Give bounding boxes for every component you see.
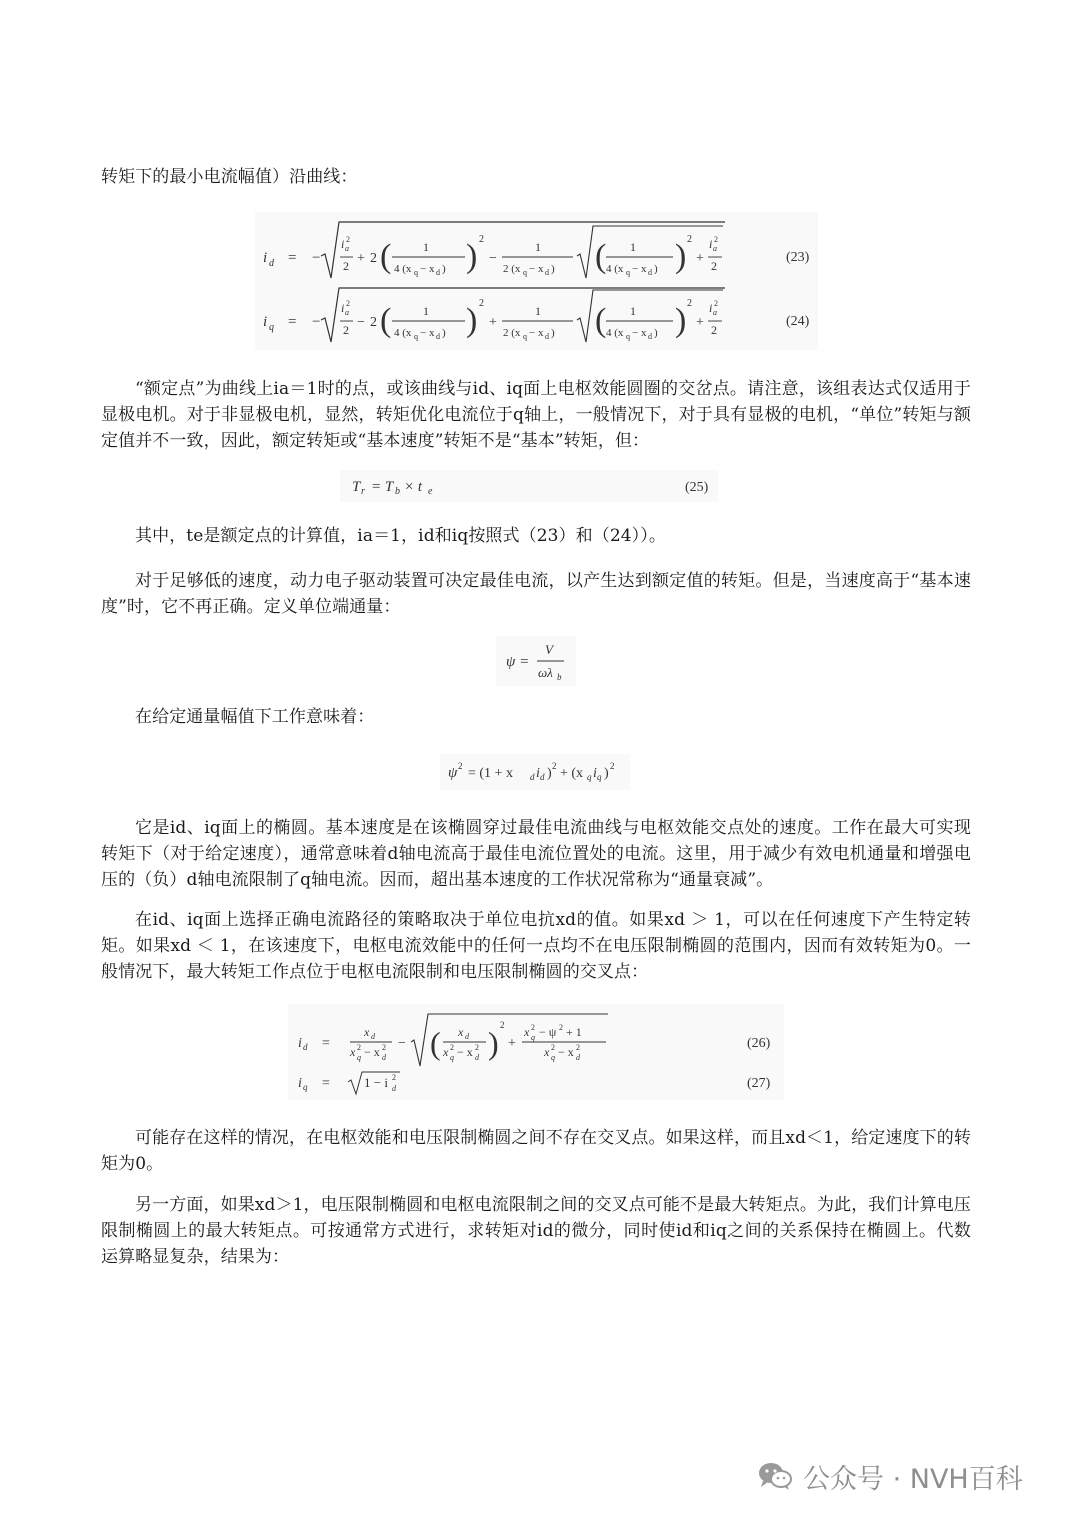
svg-text:2: 2 xyxy=(370,251,377,266)
svg-text:=: = xyxy=(322,1036,330,1051)
svg-text:d: d xyxy=(465,1032,469,1041)
svg-text:2: 2 xyxy=(687,234,692,245)
svg-text:d: d xyxy=(303,1042,308,1052)
svg-text:2: 2 xyxy=(714,299,718,308)
paragraph-8: 可能存在这样的情况，在电枢效能和电压限制椭圆之间不存在交叉点。如果这样，而且xd＜1，给定速度下的转矩为0。 xyxy=(101,1128,971,1174)
svg-text:2 (x: 2 (x xyxy=(503,263,521,275)
svg-text:× t: × t xyxy=(404,479,423,495)
svg-text:2: 2 xyxy=(687,298,692,309)
svg-text:2: 2 xyxy=(458,761,463,771)
svg-text:+ (x: + (x xyxy=(560,766,584,781)
svg-text:a: a xyxy=(345,244,349,253)
svg-text:= T: = T xyxy=(371,479,394,495)
svg-text:q: q xyxy=(626,332,630,341)
equation-26 xyxy=(298,1014,771,1066)
svg-text:): ) xyxy=(654,327,658,339)
svg-text:a: a xyxy=(713,308,717,317)
svg-text:x: x xyxy=(350,1045,356,1059)
svg-text:q: q xyxy=(531,1033,535,1042)
svg-text:e: e xyxy=(428,486,433,497)
svg-text:): ) xyxy=(551,263,555,275)
svg-text:2: 2 xyxy=(610,761,615,771)
equation-psi-definition xyxy=(496,636,576,686)
svg-text:− x: − x xyxy=(632,327,647,339)
svg-text:): ) xyxy=(551,327,555,339)
equation-block-23-24 xyxy=(255,212,818,350)
svg-text:d: d xyxy=(269,258,274,269)
svg-text:−: − xyxy=(398,1036,406,1051)
svg-text:(: ( xyxy=(595,302,607,339)
svg-text:): ) xyxy=(466,238,478,275)
svg-text:4 (x: 4 (x xyxy=(394,327,412,339)
equation-block-25 xyxy=(340,470,718,502)
svg-text:2: 2 xyxy=(370,315,377,330)
svg-text:− x: − x xyxy=(457,1045,473,1059)
svg-text:− x: − x xyxy=(420,327,435,339)
svg-text:i: i xyxy=(709,301,713,315)
svg-text:= (1 + x: = (1 + x xyxy=(468,766,513,781)
svg-text:=: = xyxy=(288,250,297,266)
svg-text:2: 2 xyxy=(343,259,349,273)
svg-text:=: = xyxy=(322,1076,330,1091)
svg-text:2: 2 xyxy=(559,1023,563,1032)
svg-text:2: 2 xyxy=(531,1023,535,1032)
svg-text:2: 2 xyxy=(479,234,484,245)
watermark-text: 公众号 · NVH百科 xyxy=(803,1463,1023,1495)
equation-number-27: (27) xyxy=(747,1076,771,1091)
paragraph-1: 转矩下的最小电流幅值）沿曲线： xyxy=(101,167,358,187)
svg-text:2: 2 xyxy=(711,259,717,273)
svg-text:d: d xyxy=(545,268,549,277)
equation-24 xyxy=(263,288,810,342)
svg-text:): ) xyxy=(654,263,658,275)
equation-number-25: (25) xyxy=(685,480,709,495)
svg-text:q: q xyxy=(303,1082,308,1092)
svg-text:q: q xyxy=(523,332,527,341)
svg-text:− x: − x xyxy=(364,1045,380,1059)
svg-text:i: i xyxy=(709,237,713,251)
svg-text:−: − xyxy=(489,251,497,266)
svg-text:i: i xyxy=(593,766,597,781)
svg-text:d: d xyxy=(382,1053,386,1062)
svg-text:a: a xyxy=(345,308,349,317)
svg-text:2: 2 xyxy=(450,1043,454,1052)
svg-text:ωλ: ωλ xyxy=(538,665,553,680)
paragraph-6: 它是id、iq面上的椭圆。基本速度是在该椭圆穿过最佳电流曲线与电枢效能交点处的速度。工作在最大可实现转矩下（对于给定速度），通常意味着d轴电流高于最佳电流位置处的电流。这里，用于减少有效电机通量和增强电压的（负）d轴电流限制了q轴电流。因而，超出基本速度的工作状况常称为“通量衰减”。 xyxy=(101,818,971,890)
svg-text:−: − xyxy=(357,315,365,330)
svg-text:+ 1: + 1 xyxy=(566,1025,582,1039)
svg-text:d: d xyxy=(648,268,652,277)
svg-text:2: 2 xyxy=(392,1073,396,1082)
svg-text:(: ( xyxy=(380,238,392,275)
svg-text:q: q xyxy=(551,1053,555,1062)
svg-text:x: x xyxy=(544,1045,550,1059)
svg-text:2: 2 xyxy=(576,1043,580,1052)
svg-text:2: 2 xyxy=(475,1043,479,1052)
svg-text:(: ( xyxy=(380,302,392,339)
svg-text:d: d xyxy=(392,1084,396,1093)
svg-text:− x: − x xyxy=(529,263,544,275)
svg-text:4 (x: 4 (x xyxy=(606,263,624,275)
svg-text:q: q xyxy=(414,268,418,277)
svg-text:q: q xyxy=(587,772,592,782)
svg-text:− x: − x xyxy=(632,263,647,275)
svg-text:): ) xyxy=(466,302,478,339)
svg-text:q: q xyxy=(414,332,418,341)
paragraph-2: “额定点”为曲线上ia＝1时的点，或该曲线与id、iq面上电枢效能圆圈的交岔点。请注意，该组表达式仅适用于显极电机。对于非显极电机，显然，转矩优化电流位于q轴上，一般情况下，对于具有显极的电机，“单位”转矩与额定值并不一致，因此，额定转矩或“基本速度”转矩不是“基本”转矩，但： xyxy=(101,379,971,451)
svg-text:b: b xyxy=(395,486,400,497)
svg-text:T: T xyxy=(352,479,361,495)
svg-text:2: 2 xyxy=(357,1043,361,1052)
svg-text:2: 2 xyxy=(346,299,350,308)
svg-text:− x: − x xyxy=(529,327,544,339)
svg-text:q: q xyxy=(597,772,602,782)
svg-text:−: − xyxy=(312,250,321,266)
svg-text:): ) xyxy=(675,302,687,339)
paragraph-9: 另一方面，如果xd＞1，电压限制椭圆和电枢电流限制之间的交叉点可能不是最大转矩点。为此，我们计算电压限制椭圆上的最大转矩点。可按通常方式进行，求转矩对id的微分，同时使id和iq之间的关系保持在椭圆上。代数运算略显复杂，结果为： xyxy=(101,1195,971,1267)
svg-text:1: 1 xyxy=(630,304,636,318)
svg-text:d: d xyxy=(530,772,535,782)
svg-text:a: a xyxy=(713,244,717,253)
svg-text:+: + xyxy=(696,251,704,266)
svg-text:=: = xyxy=(288,314,297,330)
svg-text:d: d xyxy=(475,1053,479,1062)
svg-text:q: q xyxy=(269,322,274,333)
svg-text:x: x xyxy=(443,1045,449,1059)
svg-text:d: d xyxy=(436,268,440,277)
paragraph-5: 在给定通量幅值下工作意味着： xyxy=(135,707,375,727)
svg-text:r: r xyxy=(361,486,365,497)
svg-text:): ) xyxy=(604,766,609,781)
svg-text:+: + xyxy=(508,1036,516,1051)
svg-text:i: i xyxy=(263,250,268,266)
svg-text:2: 2 xyxy=(711,323,717,337)
svg-text:+: + xyxy=(696,315,704,330)
svg-text:i: i xyxy=(298,1076,302,1091)
svg-text:2: 2 xyxy=(552,761,557,771)
svg-text:x: x xyxy=(524,1025,530,1039)
equations-23-24-svg xyxy=(255,212,818,350)
svg-text:1 − i: 1 − i xyxy=(364,1075,388,1090)
svg-text:2: 2 xyxy=(346,235,350,244)
svg-text:1: 1 xyxy=(630,240,636,254)
svg-text:1: 1 xyxy=(423,240,429,254)
svg-text:(: ( xyxy=(595,238,607,275)
svg-text:): ) xyxy=(488,1025,499,1061)
svg-text:x: x xyxy=(364,1025,370,1039)
paragraph-4: 对于足够低的速度，动力电子驱动装置可决定最佳电流，以产生达到额定值的转矩。但是，当速度高于“基本速度”时，它不再正确。定义单位端通量： xyxy=(101,571,971,617)
svg-text:q: q xyxy=(450,1053,454,1062)
svg-text:i: i xyxy=(341,301,345,315)
svg-text:b: b xyxy=(557,672,562,682)
equation-psi-squared xyxy=(440,754,630,790)
svg-text:d: d xyxy=(371,1032,375,1041)
svg-text:ψ =: ψ = xyxy=(506,654,530,670)
paragraph-3: 其中，te是额定点的计算值，ia＝1，id和iq按照式（23）和（24））。 xyxy=(135,526,666,546)
svg-text:d: d xyxy=(436,332,440,341)
watermark xyxy=(757,1456,1023,1496)
svg-text:2: 2 xyxy=(382,1043,386,1052)
svg-text:+: + xyxy=(357,251,365,266)
equation-number-24: (24) xyxy=(786,314,810,329)
svg-text:i: i xyxy=(263,314,268,330)
svg-text:−: − xyxy=(312,314,321,330)
svg-text:− x: − x xyxy=(420,263,435,275)
svg-text:2 (x: 2 (x xyxy=(503,327,521,339)
svg-text:d: d xyxy=(540,772,545,782)
svg-text:− ψ: − ψ xyxy=(539,1025,557,1039)
equation-number-23: (23) xyxy=(786,250,810,265)
equation-block-26-27 xyxy=(288,1004,784,1100)
svg-text:2: 2 xyxy=(714,235,718,244)
svg-text:q: q xyxy=(626,268,630,277)
svg-text:1: 1 xyxy=(423,304,429,318)
svg-text:4 (x: 4 (x xyxy=(394,263,412,275)
svg-text:q: q xyxy=(357,1053,361,1062)
svg-text:2: 2 xyxy=(500,1020,505,1030)
equation-number-26: (26) xyxy=(747,1036,771,1051)
svg-text:ψ: ψ xyxy=(448,765,458,781)
svg-text:V: V xyxy=(545,642,553,657)
svg-text:x: x xyxy=(458,1025,464,1039)
svg-text:2: 2 xyxy=(479,298,484,309)
svg-text:i: i xyxy=(341,237,345,251)
svg-text:): ) xyxy=(547,766,552,781)
svg-text:i: i xyxy=(298,1036,302,1051)
svg-text:): ) xyxy=(442,327,446,339)
paragraph-7: 在id、iq面上选择正确电流路径的策略取决于单位电抗xd的值。如果xd ＞ 1，可以在任何速度下产生特定转矩。如果xd ＜ 1，在该速度下，电枢电流效能中的任何一点均不在电压限制椭圆的范围内，因而有效转矩为0。一般情况下，最大转矩工作点位于电枢电流限制和电压限制椭圆的交叉点： xyxy=(101,910,971,982)
svg-text:2: 2 xyxy=(551,1043,555,1052)
svg-text:2: 2 xyxy=(343,323,349,337)
svg-text:): ) xyxy=(675,238,687,275)
svg-text:1: 1 xyxy=(535,304,541,318)
svg-text:d: d xyxy=(648,332,652,341)
svg-text:(: ( xyxy=(430,1025,441,1061)
svg-text:d: d xyxy=(576,1053,580,1062)
equation-23 xyxy=(263,222,810,278)
wechat-icon xyxy=(757,1460,793,1492)
equation-27 xyxy=(298,1072,771,1094)
svg-text:+: + xyxy=(489,315,497,330)
svg-text:− x: − x xyxy=(558,1045,574,1059)
svg-text:): ) xyxy=(442,263,446,275)
svg-text:4 (x: 4 (x xyxy=(606,327,624,339)
svg-text:i: i xyxy=(536,766,540,781)
svg-text:d: d xyxy=(545,332,549,341)
svg-text:q: q xyxy=(523,268,527,277)
svg-text:1: 1 xyxy=(535,240,541,254)
